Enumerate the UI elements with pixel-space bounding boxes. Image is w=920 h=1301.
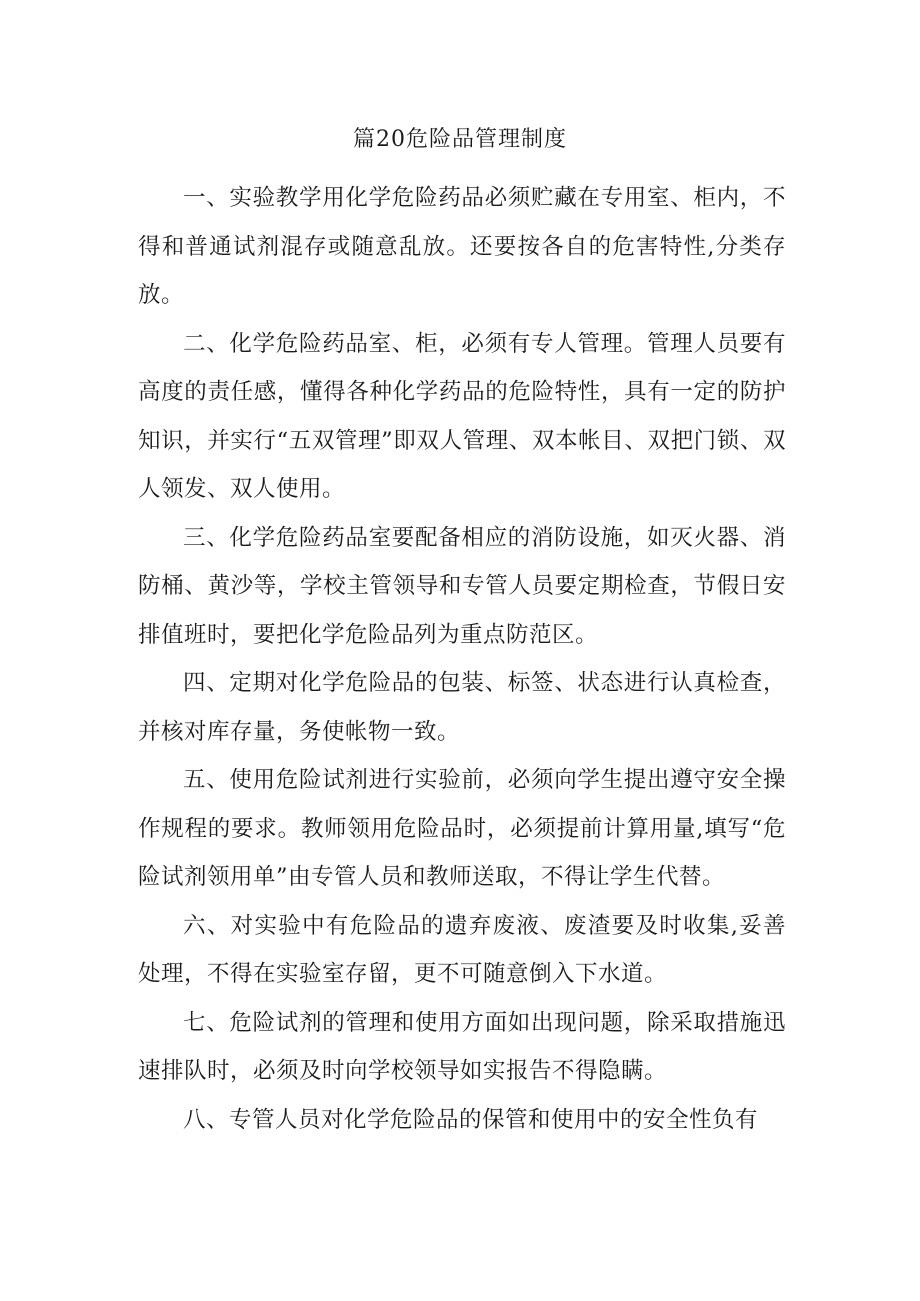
- paragraph-1: 一、实验教学用化学危险药品必须贮藏在专用室、柜内，不得和普通试剂混存或随意乱放。还要按各自的危害特性,分类存放。: [138, 185, 786, 308]
- paragraph-4: 四、定期对化学危险品的包装、标签、状态进行认真检查，并核对库存量，务使帐物一致。: [138, 670, 786, 745]
- paragraph-5: 五、使用危险试剂进行实验前，必须向学生提出遵守安全操作规程的要求。教师领用危险品时，必须提前计算用量,填写“危险试剂领用单”由专管人员和教师送取，不得让学生代替。: [138, 767, 786, 890]
- paragraph-7: 七、危险试剂的管理和使用方面如出现问题，除采取措施迅速排队时，必须及时向学校领导如实报告不得隐瞒。: [138, 1009, 786, 1084]
- document-title: 篇20危险品管理制度: [353, 127, 567, 152]
- paragraph-8: 八、专管人员对化学危险品的保管和使用中的安全性负有: [183, 1106, 759, 1133]
- paragraph-3: 三、化学危险药品室要配备相应的消防设施，如灭火器、消防桶、黄沙等，学校主管领导和专管人员要定期检查，节假日安排值班时，要把化学危险品列为重点防范区。: [138, 524, 786, 648]
- paragraph-2: 二、化学危险药品室、柜，必须有专人管理。管理人员要有高度的责任感，懂得各种化学药品的危险特性，具有一定的防护知识，并实行“五双管理”即双人管理、双本帐目、双把门锁、双人领发、双人使用。: [138, 330, 786, 502]
- paragraph-6: 六、对实验中有危险品的遗弃废液、废渣要及时收集,妥善处理，不得在实验室存留，更不可随意倒入下水道。: [138, 912, 786, 987]
- document-body: [138, 174, 786, 1144]
